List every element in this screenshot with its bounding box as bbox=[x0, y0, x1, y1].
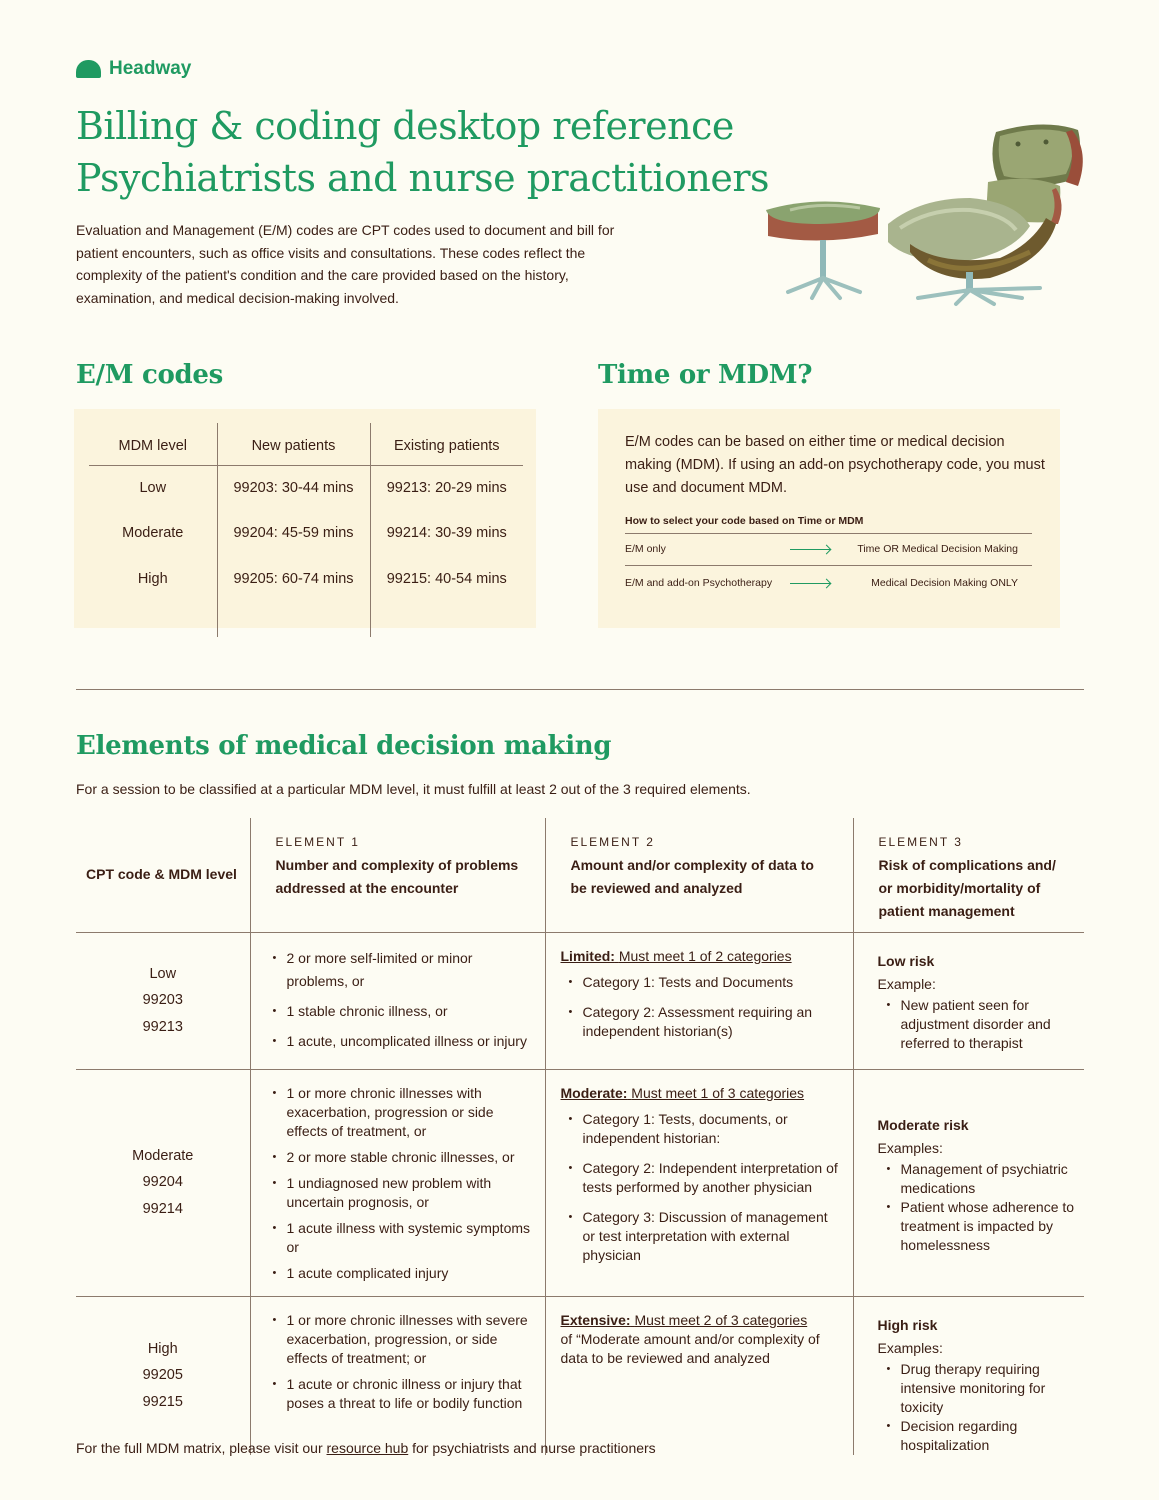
list-item: • 1 acute or chronic illness or injury that poses a threat to life or bodily function bbox=[273, 1375, 535, 1413]
mdm-heading: Elements of medical decision making bbox=[76, 731, 612, 761]
list-item: • Category 2: Assessment requiring an independent historian(s) bbox=[569, 1003, 843, 1041]
em-header-mdm-level: MDM level bbox=[89, 423, 217, 465]
data-category-title bbox=[561, 947, 843, 966]
em-header-new-patients: New patients bbox=[217, 423, 370, 465]
lounge-chair-illustration bbox=[760, 112, 1095, 307]
em-existing-code: 99213: 20-29 mins bbox=[370, 465, 523, 511]
time-row-label: E/M and add-on Psychotherapy bbox=[625, 577, 773, 589]
em-level: Moderate bbox=[122, 525, 184, 542]
data-label: Limited: bbox=[560, 947, 615, 964]
table-row bbox=[89, 511, 523, 557]
list-item: • 1 or more chronic illnesses with severe exacerbation, progression, or side effects of treatment; or bbox=[273, 1311, 535, 1368]
data-label: Moderate: bbox=[560, 1084, 628, 1101]
time-or-mdm-text: E/M codes can be based on either time or medical decision making (MDM). If using an add-on psychotherapy code, you must use and document MDM. bbox=[625, 434, 1045, 496]
brand[interactable] bbox=[76, 58, 191, 80]
em-new-code: 99204: 45-59 mins bbox=[217, 511, 370, 557]
time-row bbox=[625, 577, 1032, 589]
list-item: • New patient seen for adjustment disorder and referred to therapist bbox=[887, 996, 1079, 1053]
list-item: • 1 stable chronic illness, or bbox=[273, 1000, 535, 1023]
problems-list bbox=[273, 1084, 535, 1283]
data-list bbox=[569, 973, 843, 1041]
data-cell bbox=[545, 1069, 853, 1296]
cpt-code-new: 99205 bbox=[142, 1367, 183, 1384]
list-item: • Category 2: Independent interpretation of tests performed by another physician bbox=[569, 1159, 843, 1197]
element-title: Amount and/or complexity of data to be reviewed and analyzed bbox=[570, 857, 814, 896]
list-item: • 1 acute illness with systemic symptoms or bbox=[273, 1219, 535, 1257]
headway-logo-icon bbox=[76, 60, 101, 78]
risk-label: High risk bbox=[877, 1316, 938, 1333]
mdm-header-element-2 bbox=[545, 818, 853, 932]
spacer-cell bbox=[370, 602, 523, 637]
list-item: • Category 3: Discussion of management or test interpretation with external physician bbox=[569, 1208, 843, 1265]
element-title: Risk of complications and/ or morbidity/mortality of patient management bbox=[878, 857, 1056, 919]
mdm-code-cell bbox=[76, 932, 250, 1069]
divider bbox=[625, 565, 1032, 566]
data-requirement: Must meet 2 of 3 categories bbox=[634, 1311, 808, 1328]
time-row-result: Time OR Medical Decision Making bbox=[857, 543, 1018, 555]
em-codes-heading: E/M codes bbox=[76, 360, 223, 390]
mdm-level: Low bbox=[149, 965, 177, 982]
problems-cell bbox=[250, 932, 545, 1069]
cpt-code-existing: 99214 bbox=[142, 1200, 183, 1217]
risk-list bbox=[887, 996, 1079, 1053]
data-category-title bbox=[561, 1311, 843, 1330]
time-row-result: Medical Decision Making ONLY bbox=[871, 577, 1018, 589]
risk-cell bbox=[853, 1069, 1084, 1296]
mdm-intro: For a session to be classified at a particular MDM level, it must fulfill at least 2 out of the 3 required elements. bbox=[76, 781, 751, 797]
cpt-code-new: 99203 bbox=[142, 992, 183, 1009]
table-row bbox=[89, 556, 523, 602]
em-level: Low bbox=[139, 480, 167, 496]
list-item: • 1 undiagnosed new problem with uncertain prognosis, or bbox=[273, 1174, 535, 1212]
em-existing-code: 99214: 30-39 mins bbox=[370, 511, 523, 557]
footer-text-before: For the full MDM matrix, please visit our bbox=[76, 1440, 327, 1456]
cpt-code-existing: 99213 bbox=[142, 1018, 183, 1035]
mdm-code-cell bbox=[76, 1069, 250, 1296]
table-spacer-row bbox=[89, 602, 523, 637]
resource-hub-link[interactable]: resource hub bbox=[326, 1440, 409, 1456]
list-item: • Management of psychiatric medications bbox=[887, 1160, 1079, 1198]
em-level: High bbox=[137, 570, 168, 587]
element-title: Number and complexity of problems addressed at the encounter bbox=[275, 857, 519, 896]
problems-cell bbox=[250, 1069, 545, 1296]
problems-list bbox=[273, 947, 535, 1053]
time-or-mdm-panel bbox=[598, 409, 1060, 628]
risk-example-label: Example: bbox=[877, 975, 936, 992]
table-row bbox=[76, 1069, 1084, 1296]
em-codes-panel bbox=[74, 409, 536, 628]
mdm-header-element-3 bbox=[853, 818, 1084, 932]
em-new-code: 99205: 60-74 mins bbox=[217, 556, 370, 602]
mdm-header-code: CPT code & MDM level bbox=[76, 818, 250, 932]
footer-text-after: for psychiatrists and nurse practitioners bbox=[408, 1440, 656, 1456]
list-item: • 2 or more stable chronic illnesses, or bbox=[273, 1148, 535, 1167]
data-label: Extensive: bbox=[560, 1311, 631, 1328]
list-item: • Category 1: Tests, documents, or independent historian: bbox=[569, 1110, 843, 1148]
divider bbox=[625, 533, 1032, 534]
footer-note bbox=[76, 1440, 656, 1456]
spacer-cell bbox=[217, 602, 370, 637]
list-item: • 1 acute, uncomplicated illness or injury bbox=[273, 1030, 535, 1053]
mdm-level: Moderate bbox=[132, 1147, 194, 1164]
em-new-code: 99203: 30-44 mins bbox=[217, 465, 370, 511]
em-existing-code: 99215: 40-54 mins bbox=[370, 556, 523, 602]
spacer-cell bbox=[89, 602, 217, 637]
risk-example-label: Examples: bbox=[877, 1339, 943, 1356]
mdm-header-element-1 bbox=[250, 818, 545, 932]
table-row bbox=[76, 1296, 1084, 1455]
section-divider bbox=[76, 689, 1084, 690]
list-item: • 1 acute complicated injury bbox=[273, 1264, 535, 1283]
list-item: • Category 1: Tests and Documents bbox=[569, 973, 843, 992]
risk-label: Low risk bbox=[877, 952, 935, 969]
risk-list bbox=[887, 1360, 1079, 1455]
mdm-code-cell bbox=[76, 1296, 250, 1455]
risk-label: Moderate risk bbox=[877, 1116, 969, 1133]
data-list bbox=[569, 1110, 843, 1265]
list-item: • 1 or more chronic illnesses with exacerbation, progression or side effects of treatment, or bbox=[273, 1084, 535, 1141]
list-item: • Decision regarding hospitalization bbox=[887, 1417, 1079, 1455]
time-row-label: E/M only bbox=[625, 543, 666, 555]
title-line-2: Psychiatrists and nurse practitioners bbox=[76, 156, 770, 200]
data-requirement: Must meet 1 of 3 categories bbox=[631, 1084, 805, 1101]
em-header-existing-patients: Existing patients bbox=[370, 423, 523, 465]
page-title bbox=[76, 100, 769, 204]
em-codes-table bbox=[89, 423, 523, 637]
risk-list bbox=[887, 1160, 1079, 1255]
element-eyebrow: ELEMENT 3 bbox=[878, 835, 963, 849]
intro-paragraph: Evaluation and Management (E/M) codes are CPT codes used to document and bill for patient encounters, such as office visits and consultations. These codes reflect the complexity of the patient's condition and the care provided based on the history, examination, and medical decision-making involved. bbox=[76, 222, 615, 306]
element-eyebrow: ELEMENT 2 bbox=[570, 835, 655, 849]
title-line-1: Billing & coding desktop reference bbox=[76, 104, 734, 148]
mdm-level: High bbox=[147, 1340, 178, 1357]
risk-example-label: Examples: bbox=[877, 1139, 943, 1156]
data-extra: of “Moderate amount and/or complexity of data to be reviewed and analyzed bbox=[560, 1330, 820, 1366]
cpt-code-new: 99204 bbox=[142, 1174, 183, 1191]
cpt-code-existing: 99215 bbox=[142, 1393, 183, 1410]
data-cell bbox=[545, 932, 853, 1069]
table-row bbox=[89, 465, 523, 511]
list-item: • Patient whose adherence to treatment is impacted by homelessness bbox=[887, 1198, 1079, 1255]
problems-cell bbox=[250, 1296, 545, 1455]
time-row bbox=[625, 543, 1032, 555]
list-item: • Drug therapy requiring intensive monitoring for toxicity bbox=[887, 1360, 1079, 1417]
time-or-mdm-heading: Time or MDM? bbox=[598, 360, 813, 390]
risk-cell bbox=[853, 932, 1084, 1069]
data-category-title bbox=[561, 1084, 843, 1103]
element-eyebrow: ELEMENT 1 bbox=[275, 835, 360, 849]
problems-list bbox=[273, 1311, 535, 1413]
list-item: • 2 or more self-limited or minor problems, or bbox=[273, 947, 535, 993]
arrow-right-icon bbox=[790, 583, 830, 584]
arrow-right-icon bbox=[790, 549, 830, 550]
time-or-mdm-table-title: How to select your code based on Time or MDM bbox=[625, 515, 864, 527]
table-row bbox=[76, 932, 1084, 1069]
data-cell bbox=[545, 1296, 853, 1455]
risk-cell bbox=[853, 1296, 1084, 1455]
mdm-table bbox=[76, 818, 1084, 1455]
data-requirement: Must meet 1 of 2 categories bbox=[618, 947, 792, 964]
brand-name: Headway bbox=[109, 58, 192, 79]
